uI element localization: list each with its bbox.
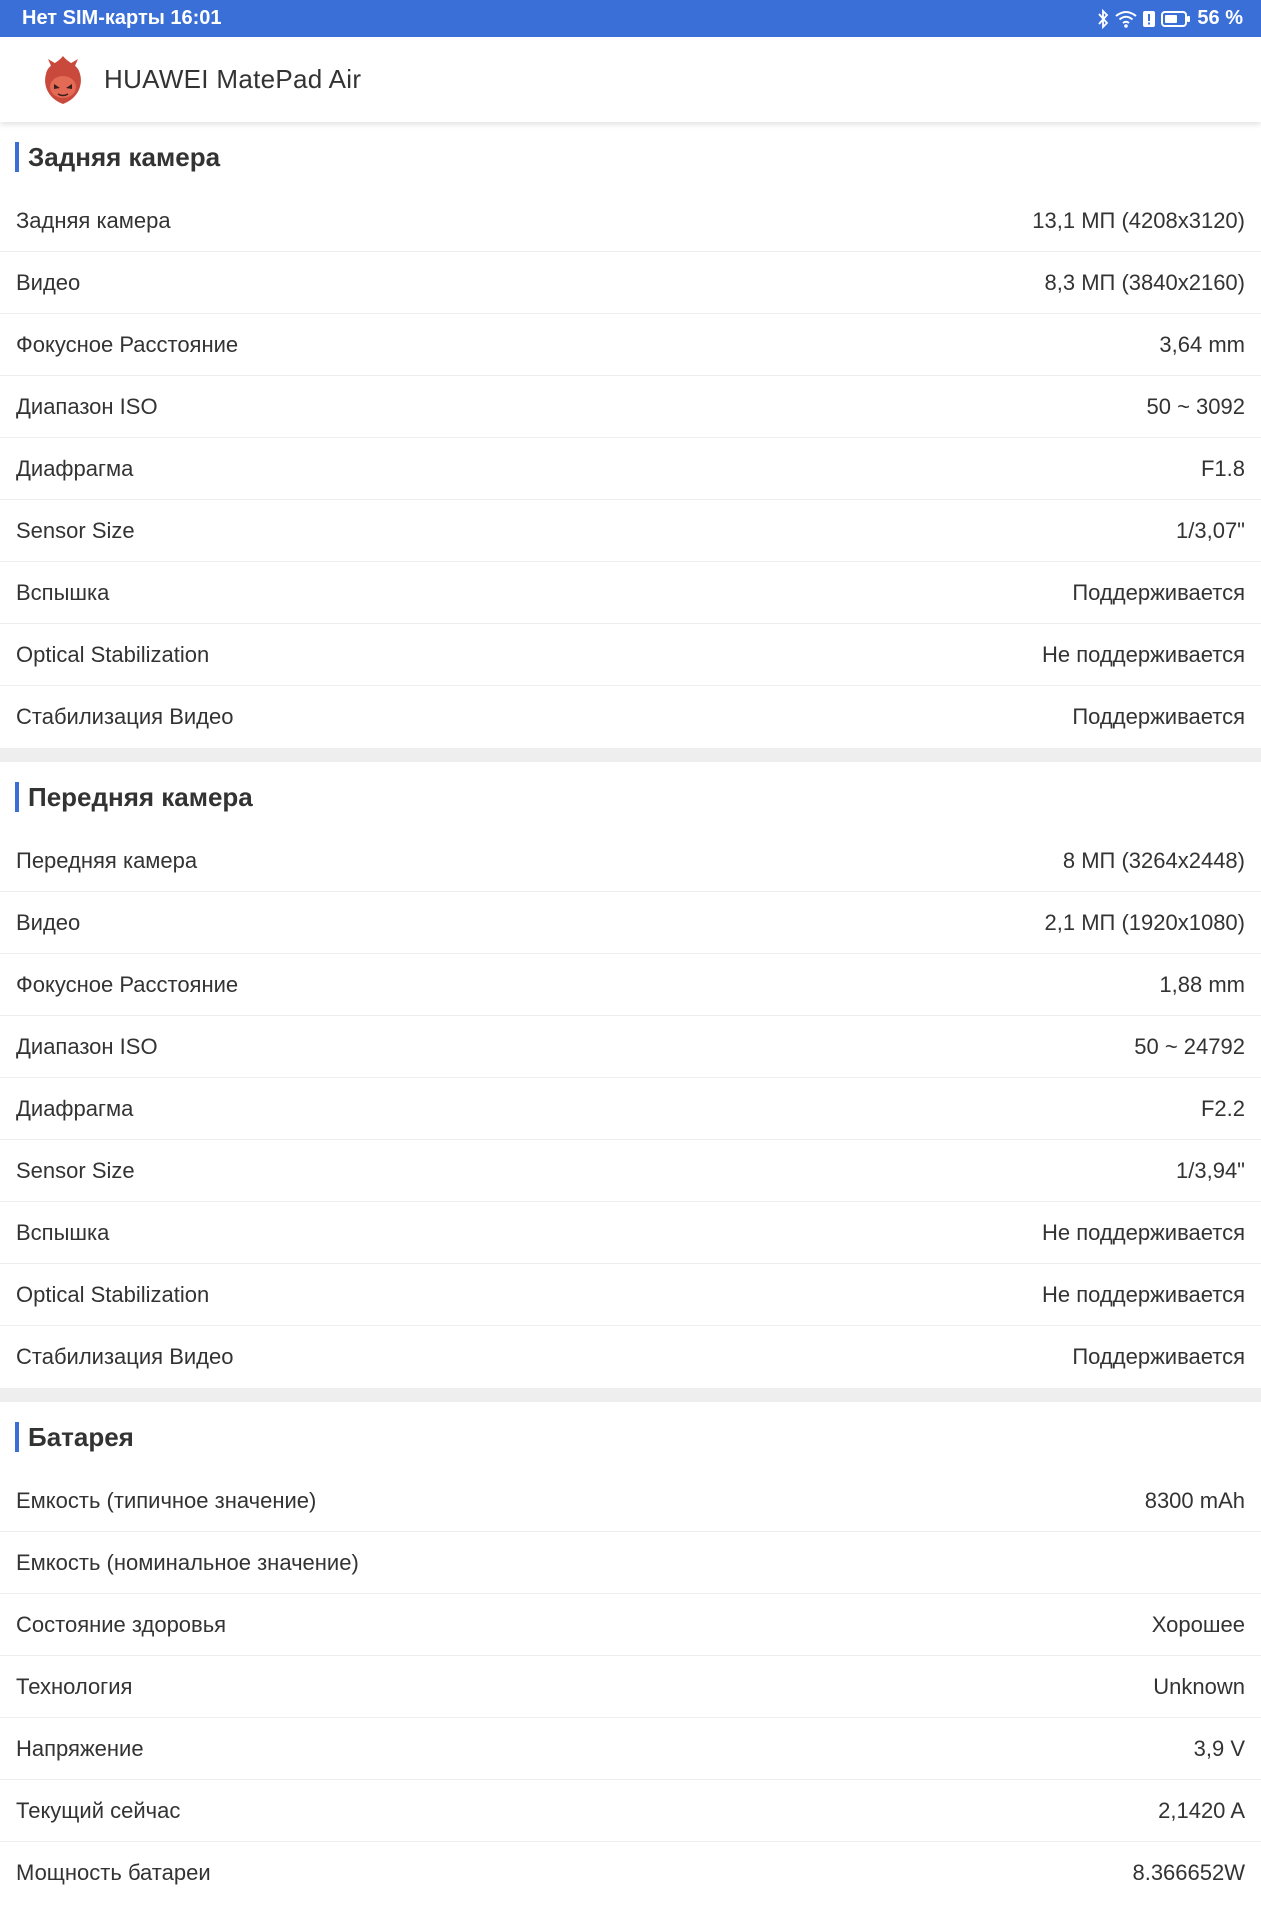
spec-key: Диапазон ISO [16, 393, 158, 419]
spec-value: 1,88 mm [1159, 971, 1245, 997]
status-carrier-time: Нет SIM-карты 16:01 [22, 7, 222, 29]
spec-row [0, 1326, 1261, 1388]
spec-key: Фокусное Расстояние [16, 331, 239, 357]
spec-key: Вспышка [16, 1219, 110, 1245]
spec-row [0, 190, 1261, 252]
spec-row [0, 314, 1261, 376]
spec-key: Диафрагма [16, 455, 134, 481]
antutu-logo [38, 54, 88, 106]
spec-row [0, 1594, 1261, 1656]
spec-row [0, 892, 1261, 954]
spec-value: 8,3 МП (3840x2160) [1044, 269, 1245, 295]
spec-key: Задняя камера [16, 207, 171, 233]
spec-row [0, 954, 1261, 1016]
spec-value: F2.2 [1200, 1095, 1245, 1121]
battery-percent: 56 % [1197, 7, 1243, 29]
spec-value: Хорошее [1151, 1611, 1245, 1637]
spec-value: Не поддерживается [1042, 1219, 1245, 1245]
spec-key: Диафрагма [16, 1095, 134, 1121]
section-battery [0, 1404, 1261, 1904]
section-front-camera [0, 764, 1261, 1388]
spec-value: Поддерживается [1072, 1344, 1245, 1369]
spec-row [0, 1780, 1261, 1842]
section-title: Задняя камера [28, 141, 221, 172]
section-header [0, 1404, 1261, 1470]
section-divider [0, 1388, 1261, 1402]
spec-row [0, 686, 1261, 748]
spec-row [0, 1264, 1261, 1326]
spec-row [0, 624, 1261, 686]
spec-key: Optical Stabilization [16, 1281, 210, 1307]
spec-key: Optical Stabilization [16, 641, 210, 667]
spec-value: 1/3,07" [1176, 517, 1245, 543]
spec-key: Sensor Size [16, 1157, 135, 1183]
spec-key: Состояние здоровья [16, 1611, 227, 1637]
spec-value: 3,9 V [1193, 1735, 1245, 1761]
spec-row [0, 438, 1261, 500]
spec-key: Стабилизация Видео [16, 704, 234, 729]
section-header [0, 124, 1261, 190]
status-bar [0, 0, 1261, 37]
alert-icon [1143, 10, 1155, 28]
spec-row [0, 1470, 1261, 1532]
spec-key: Стабилизация Видео [16, 1344, 234, 1369]
spec-value: 2,1 МП (1920x1080) [1044, 909, 1245, 935]
spec-value: 2,1420 A [1158, 1797, 1245, 1823]
spec-row [0, 1016, 1261, 1078]
spec-value: 8 МП (3264x2448) [1062, 847, 1245, 873]
spec-value: 8.366652W [1132, 1860, 1245, 1885]
spec-key: Передняя камера [16, 847, 198, 873]
spec-row [0, 376, 1261, 438]
spec-row [0, 1718, 1261, 1780]
spec-value: Поддерживается [1072, 704, 1245, 729]
spec-value: Поддерживается [1072, 579, 1245, 605]
spec-row [0, 252, 1261, 314]
spec-value: F1.8 [1200, 455, 1245, 481]
spec-key: Емкость (номинальное значение) [16, 1549, 359, 1575]
spec-value: 50 ~ 24792 [1134, 1033, 1245, 1059]
spec-key: Видео [16, 909, 81, 935]
spec-value: Не поддерживается [1042, 1281, 1245, 1307]
bluetooth-icon [1097, 9, 1109, 29]
spec-key: Фокусное Расстояние [16, 971, 239, 997]
app-title: HUAWEI MatePad Air [104, 64, 362, 94]
spec-key: Емкость (типичное значение) [16, 1487, 317, 1513]
spec-row [0, 500, 1261, 562]
spec-value: 3,64 mm [1159, 331, 1245, 357]
section-accent-bar [15, 142, 19, 172]
spec-key: Вспышка [16, 579, 110, 605]
spec-key: Текущий сейчас [16, 1797, 181, 1823]
spec-value: 13,1 МП (4208x3120) [1032, 207, 1245, 233]
spec-key: Напряжение [16, 1735, 144, 1761]
spec-key: Технология [16, 1673, 133, 1699]
spec-row [0, 562, 1261, 624]
spec-value: 50 ~ 3092 [1146, 393, 1245, 419]
spec-value: Unknown [1153, 1673, 1245, 1699]
spec-row [0, 1842, 1261, 1904]
section-title: Батарея [28, 1421, 134, 1452]
spec-row [0, 1078, 1261, 1140]
spec-key: Мощность батареи [16, 1860, 211, 1885]
section-title: Передняя камера [28, 781, 253, 812]
spec-value: 8300 mAh [1144, 1487, 1245, 1513]
app-header [0, 37, 1261, 122]
spec-key: Видео [16, 269, 81, 295]
status-icons [1097, 7, 1243, 30]
section-accent-bar [15, 1422, 19, 1452]
spec-value: Не поддерживается [1042, 641, 1245, 667]
spec-row [0, 1656, 1261, 1718]
wifi-icon [1115, 10, 1137, 28]
section-divider [0, 748, 1261, 762]
spec-value: 1/3,94" [1176, 1157, 1245, 1183]
spec-row [0, 830, 1261, 892]
section-accent-bar [15, 782, 19, 812]
spec-key: Sensor Size [16, 517, 135, 543]
spec-row [0, 1532, 1261, 1594]
section-header [0, 764, 1261, 830]
spec-key: Диапазон ISO [16, 1033, 158, 1059]
spec-row [0, 1140, 1261, 1202]
spec-row [0, 1202, 1261, 1264]
section-rear-camera [0, 122, 1261, 748]
battery-icon [1161, 10, 1191, 28]
